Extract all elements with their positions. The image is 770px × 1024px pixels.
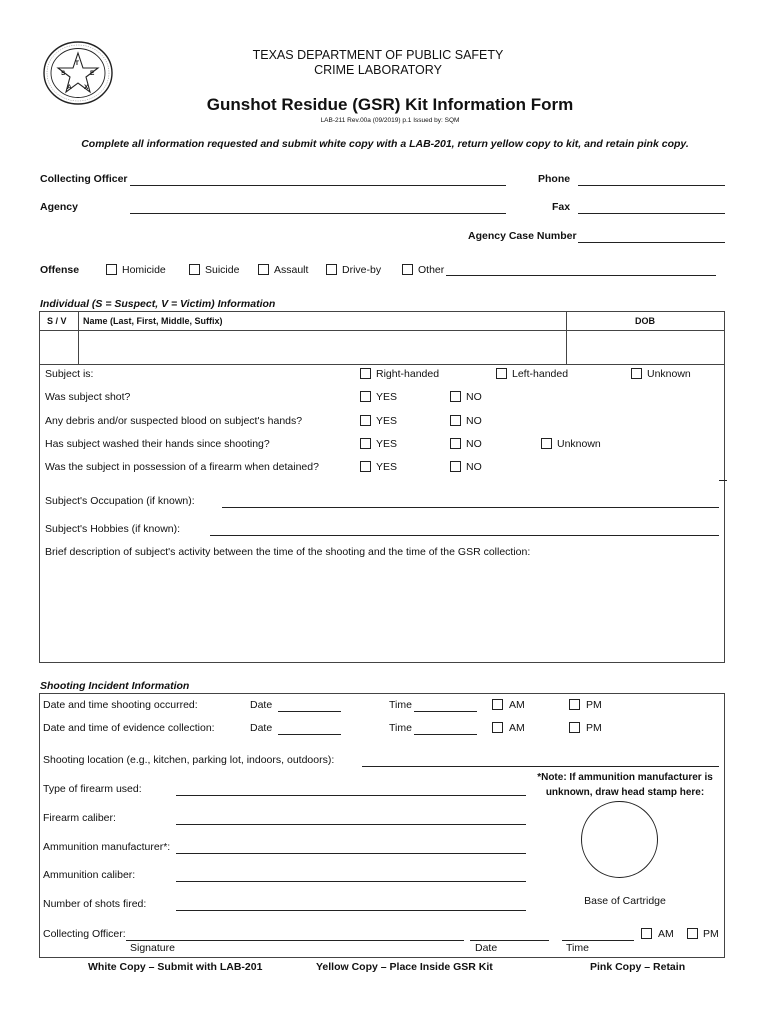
case-number-field[interactable] (578, 242, 725, 243)
collection-date-field[interactable] (278, 734, 341, 735)
question-debris: Any debris and/or suspected blood on subject's hands? (45, 415, 303, 427)
pink-copy-instruction: Pink Copy – Retain (590, 961, 686, 973)
right-handed-label: Right-handed (376, 368, 440, 380)
fax-field[interactable] (578, 213, 725, 214)
collection-label: Date and time of evidence collection: (43, 722, 215, 734)
collection-pm-checkbox[interactable] (569, 722, 580, 733)
shot-yes-checkbox[interactable] (360, 391, 371, 402)
left-handed-label: Left-handed (512, 368, 569, 380)
name-column-header: Name (Last, First, Middle, Suffix) (83, 316, 223, 326)
phone-field[interactable] (578, 185, 725, 186)
white-copy-instruction: White Copy – Submit with LAB-201 (88, 961, 263, 973)
washed-yes-checkbox[interactable] (360, 438, 371, 449)
collection-am-checkbox[interactable] (492, 722, 503, 733)
fax-label: Fax (552, 201, 571, 213)
dob-column-header: DOB (635, 316, 655, 326)
offense-label: Offense (40, 264, 80, 276)
handedness-unknown-checkbox[interactable] (631, 368, 642, 379)
debris-yes-label: YES (376, 415, 398, 427)
washed-no-label: NO (466, 438, 482, 450)
offense-homicide-label: Homicide (122, 264, 166, 276)
washed-unknown-label: Unknown (557, 438, 601, 450)
offense-assault-label: Assault (274, 264, 309, 276)
left-handed-checkbox[interactable] (496, 368, 507, 379)
shot-yes-label: YES (376, 391, 398, 403)
collecting-officer-label: Collecting Officer (40, 173, 128, 185)
occurred-label: Date and time shooting occurred: (43, 699, 198, 711)
shots-fired-field[interactable] (176, 910, 526, 911)
signature-time-field[interactable] (562, 940, 634, 941)
form-title: Gunshot Residue (GSR) Kit Information Form (206, 95, 574, 114)
signature-field[interactable] (126, 940, 464, 941)
signature-date-field[interactable] (470, 940, 549, 941)
occurred-date-field[interactable] (278, 711, 341, 712)
star-seal-icon (42, 40, 114, 106)
offense-driveby-label: Drive-by (342, 264, 382, 276)
yellow-copy-instruction: Yellow Copy – Place Inside GSR Kit (316, 961, 493, 973)
hobbies-field[interactable] (210, 535, 719, 536)
offense-other-checkbox[interactable] (402, 264, 413, 275)
ammo-caliber-label: Ammunition caliber: (43, 869, 136, 881)
shot-no-checkbox[interactable] (450, 391, 461, 402)
washed-unknown-checkbox[interactable] (541, 438, 552, 449)
seal-letter-x: X (84, 84, 89, 91)
debris-yes-checkbox[interactable] (360, 415, 371, 426)
date-caption: Date (475, 942, 498, 954)
ammo-manufacturer-label: Ammunition manufacturer*: (43, 841, 171, 853)
debris-no-checkbox[interactable] (450, 415, 461, 426)
headstamp-note-line2: unknown, draw head stamp here: (545, 787, 705, 798)
sv-cell[interactable] (41, 332, 77, 363)
signature-caption: Signature (130, 942, 175, 954)
offense-suicide-label: Suicide (205, 264, 240, 276)
time-caption: Time (566, 942, 589, 954)
question-shot: Was subject shot? (45, 391, 131, 403)
occurred-am-label: AM (509, 699, 525, 711)
collecting-officer-field[interactable] (130, 185, 506, 186)
dps-seal (42, 40, 114, 106)
washed-no-checkbox[interactable] (450, 438, 461, 449)
phone-label: Phone (538, 173, 571, 185)
occupation-label: Subject's Occupation (if known): (45, 495, 195, 507)
dob-cell[interactable] (568, 332, 723, 363)
signature-am-label: AM (658, 928, 674, 940)
signature-am-checkbox[interactable] (641, 928, 652, 939)
offense-driveby-checkbox[interactable] (326, 264, 337, 275)
subject-is-label: Subject is: (45, 368, 94, 380)
case-number-label: Agency Case Number (468, 230, 577, 242)
question-firearm-possession: Was the subject in possession of a firearm when detained? (45, 461, 319, 473)
lab-name: CRIME LABORATORY (314, 63, 442, 77)
seal-letter-a: A (67, 84, 72, 91)
sv-column-header: S / V (47, 316, 67, 326)
incident-section-title: Shooting Incident Information (40, 680, 190, 692)
cartridge-headstamp-circle[interactable] (581, 801, 658, 878)
collection-date-label: Date (250, 722, 273, 734)
firearm-caliber-field[interactable] (176, 824, 526, 825)
possession-no-label: NO (466, 461, 482, 473)
firearm-caliber-label: Firearm caliber: (43, 812, 116, 824)
possession-yes-label: YES (376, 461, 398, 473)
occurred-time-field[interactable] (414, 711, 477, 712)
possession-no-checkbox[interactable] (450, 461, 461, 472)
occurred-am-checkbox[interactable] (492, 699, 503, 710)
seal-letter-s: S (61, 70, 66, 77)
form-code: LAB-211 Rev.00a (09/2019) p.1 Issued by: SQM (320, 117, 460, 124)
occurred-date-label: Date (250, 699, 273, 711)
ammo-caliber-field[interactable] (176, 881, 526, 882)
section-divider (719, 480, 727, 481)
debris-no-label: NO (466, 415, 482, 427)
offense-suicide-checkbox[interactable] (189, 264, 200, 275)
occurred-time-label: Time (389, 699, 412, 711)
individual-section-title: Individual (S = Suspect, V = Victim) Information (40, 298, 276, 310)
handedness-unknown-label: Unknown (647, 368, 691, 380)
occupation-field[interactable] (222, 507, 719, 508)
firearm-type-label: Type of firearm used: (43, 783, 142, 795)
question-washed: Has subject washed their hands since shooting? (45, 438, 270, 450)
location-label: Shooting location (e.g., kitchen, parking lot, indoors, outdoors): (43, 754, 335, 766)
washed-yes-label: YES (376, 438, 398, 450)
signature-pm-checkbox[interactable] (687, 928, 698, 939)
collection-am-label: AM (509, 722, 525, 734)
shots-fired-label: Number of shots fired: (43, 898, 147, 910)
seal-letter-e: E (90, 70, 95, 77)
location-field[interactable] (362, 766, 719, 767)
form-instructions: Complete all information requested and submit white copy with a LAB-201, return yellow copy to kit, and retain pink copy. (81, 138, 689, 150)
agency-label: Agency (40, 201, 78, 213)
collection-time-label: Time (389, 722, 412, 734)
collection-time-field[interactable] (414, 734, 477, 735)
occurred-pm-checkbox[interactable] (569, 699, 580, 710)
seal-letter-t: T (75, 60, 79, 67)
activity-label: Brief description of subject's activity between the time of the shooting and the time of the GSR collection: (45, 546, 531, 558)
collection-pm-label: PM (586, 722, 602, 734)
agency-field[interactable] (130, 213, 506, 214)
shot-no-label: NO (466, 391, 482, 403)
firearm-type-field[interactable] (176, 795, 526, 796)
activity-description-area[interactable] (44, 562, 720, 658)
signature-officer-label: Collecting Officer: (43, 928, 126, 940)
name-cell[interactable] (80, 332, 564, 363)
right-handed-checkbox[interactable] (360, 368, 371, 379)
ammo-manufacturer-field[interactable] (176, 853, 526, 854)
signature-pm-label: PM (703, 928, 719, 940)
possession-yes-checkbox[interactable] (360, 461, 371, 472)
offense-other-field[interactable] (446, 275, 716, 276)
offense-other-label: Other (418, 264, 445, 276)
headstamp-note-line1: *Note: If ammunition manufacturer is (537, 772, 713, 783)
offense-assault-checkbox[interactable] (258, 264, 269, 275)
offense-homicide-checkbox[interactable] (106, 264, 117, 275)
hobbies-label: Subject's Hobbies (if known): (45, 523, 181, 535)
cartridge-label: Base of Cartridge (584, 895, 666, 907)
agency-name: TEXAS DEPARTMENT OF PUBLIC SAFETY (252, 48, 504, 62)
occurred-pm-label: PM (586, 699, 602, 711)
